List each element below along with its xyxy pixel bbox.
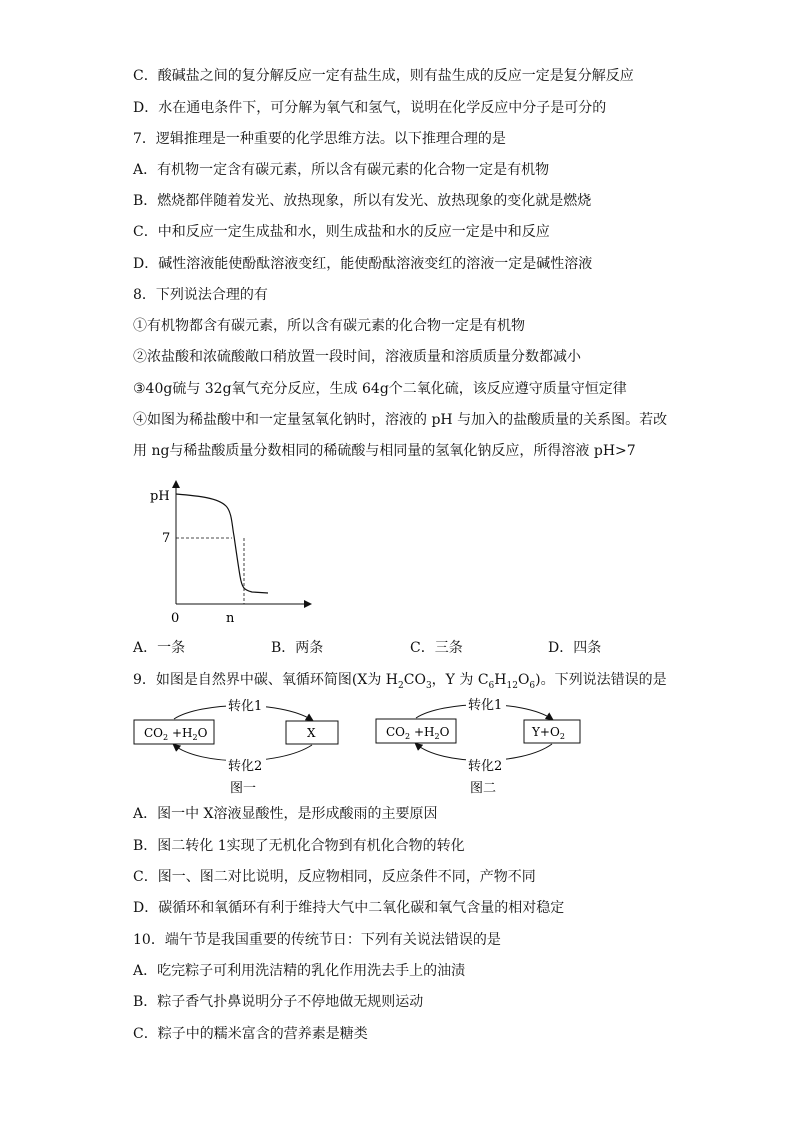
q9-option-b[interactable]: B．图二转化 1实现了无机化合物到有机化合物的转化 [133, 838, 465, 854]
statement-text: ①有机物都含有碳元素，所以含有碳元素的化合物一定是有机物 [133, 318, 525, 334]
option-text: A．有机物一定含有碳元素，所以含有碳元素的化合物一定是有机物 [133, 162, 550, 178]
top-arrow-label: 转化1 [228, 699, 263, 714]
q10-option-b[interactable]: B．粽子香气扑鼻说明分子不停地做无规则运动 [133, 994, 424, 1010]
question-stem: 10．端午节是我国重要的传统节日：下列有关说法错误的是 [133, 932, 501, 948]
ph-curve-graph [140, 476, 330, 626]
bottom-arrow-label: 转化2 [228, 759, 263, 774]
cycle-diagram-one [130, 694, 350, 804]
question-stem: 8．下列说法合理的有 [133, 287, 268, 303]
statement-text: 用 ng与稀盐酸质量分数相同的稀硫酸与相同量的氢氧化钠反应，所得溶液 pH>7 [133, 443, 636, 459]
origin-label: 0 [171, 611, 180, 626]
option-text: B．燃烧都伴随着发光、放热现象，所以有发光、放热现象的变化就是燃烧 [133, 193, 592, 209]
q8-option-c[interactable]: C．三条 [410, 640, 463, 656]
q8-option-d[interactable]: D．四条 [548, 640, 602, 656]
y-tick-7: 7 [162, 531, 171, 546]
question-stem: 9．如图是自然界中碳、氧循环简图(X为 $H_2CO_3$，Y 为 $C_6H_{12}O_6$)。下列说法错误的是 [133, 672, 667, 691]
question-stem: 7．逻辑推理是一种重要的化学思维方法。以下推理合理的是 [133, 131, 506, 147]
option-text: C．酸碱盐之间的复分解反应一定有盐生成，则有盐生成的反应一定是复分解反应 [133, 68, 634, 84]
statement-text: ②浓盐酸和浓硫酸敞口稍放置一段时间，溶液质量和溶质质量分数都减小 [133, 349, 581, 365]
left-box-label: $CO_2 +H_2O$ [386, 725, 450, 741]
top-arrow-label: 转化1 [468, 698, 503, 713]
q9-option-c[interactable]: C．图一、图二对比说明，反应物相同，反应条件不同，产物不同 [133, 869, 536, 885]
option-text: C．中和反应一定生成盐和水，则生成盐和水的反应一定是中和反应 [133, 224, 550, 240]
q8-options [133, 638, 653, 658]
right-box-label: $Y+O_2$ [532, 725, 565, 741]
diagram-caption: 图二 [470, 781, 497, 796]
cycle-diagram-two [372, 694, 592, 804]
q9-option-d[interactable]: D．碳循环和氧循环有利于维持大气中二氧化碳和氧气含量的相对稳定 [133, 900, 565, 916]
left-box-label: $CO_2 +H_2O$ [144, 726, 208, 742]
option-text: D．水在通电条件下，可分解为氧气和氢气，说明在化学反应中分子是可分的 [133, 100, 607, 116]
statement-text: ④如图为稀盐酸中和一定量氢氧化钠时，溶液的 pH 与加入的盐酸质量的关系图。若改 [133, 412, 668, 428]
q10-option-c[interactable]: C．粽子中的糯米富含的营养素是糖类 [133, 1026, 368, 1042]
statement-text: ③40g硫与 32g氧气充分反应，生成 64g个二氧化硫，该反应遵守质量守恒定律 [133, 381, 627, 397]
diagram-caption: 图一 [230, 781, 257, 796]
option-text: D．碱性溶液能使酚酞溶液变红，能使酚酞溶液变红的溶液一定是碱性溶液 [133, 256, 593, 272]
ph-curve [176, 494, 268, 593]
bottom-arrow-label: 转化2 [468, 759, 503, 774]
right-box-label: X [307, 726, 316, 740]
q9-option-a[interactable]: A．图一中 X溶液显酸性，是形成酸雨的主要原因 [133, 806, 438, 822]
q8-option-b[interactable]: B．两条 [271, 640, 324, 656]
q10-option-a[interactable]: A．吃完粽子可利用洗洁精的乳化作用洗去手上的油渍 [133, 963, 466, 979]
q8-option-a[interactable]: A．一条 [133, 640, 186, 656]
x-tick-n: n [226, 611, 235, 626]
y-axis-label: pH [150, 489, 170, 504]
